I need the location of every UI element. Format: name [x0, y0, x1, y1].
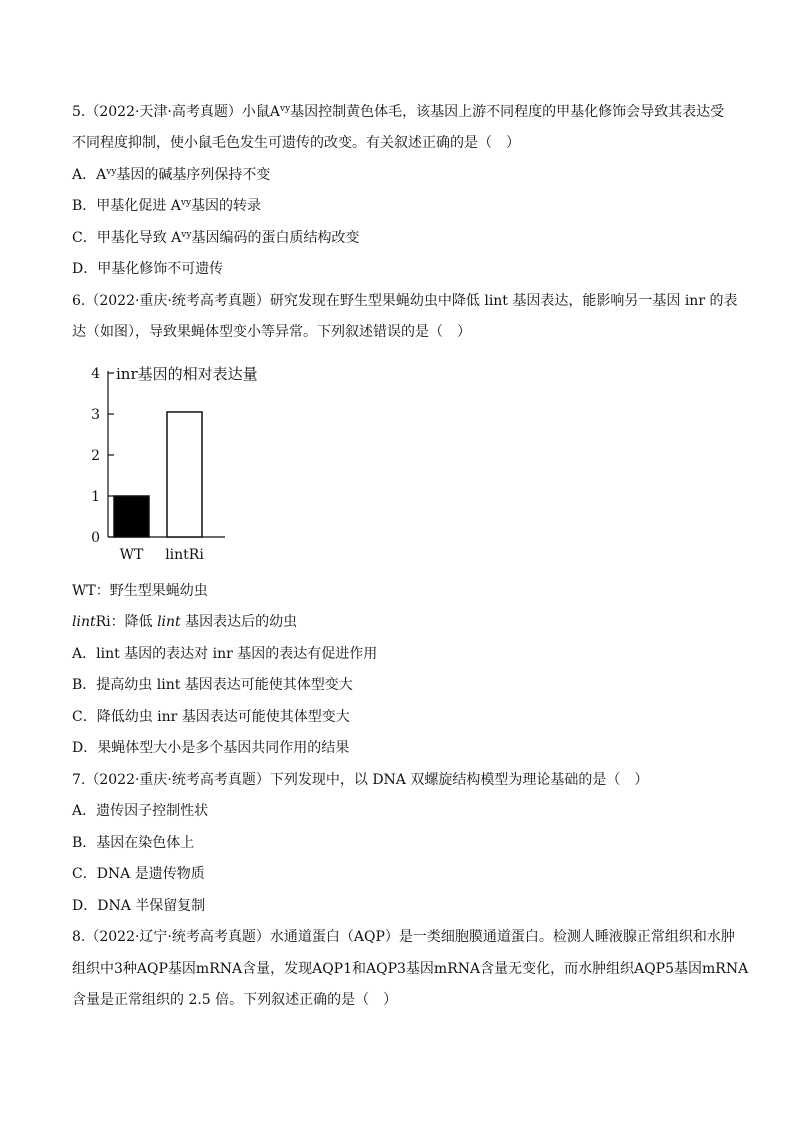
y-tick-label: 1 — [91, 489, 100, 505]
q5-stem-line2: 不同程度抑制，使小鼠毛色发生可遗传的改变。有关叙述正确的是（ ） — [72, 135, 520, 151]
q6-legend-lintri: lintRi：降低 lint 基因表达后的幼虫 — [72, 614, 298, 630]
chart-title: inr基因的相对表达量 — [116, 365, 258, 383]
x-category-label: lintRi — [165, 547, 204, 563]
y-tick-label: 2 — [91, 448, 100, 464]
q8-stem-line3: 含量是正常组织的 2.5 倍。下列叙述正确的是（ ） — [72, 992, 398, 1008]
chart-y-ticks — [91, 366, 114, 546]
q7-option-c: C．DNA 是遗传物质 — [72, 866, 205, 882]
q5-option-d: D．甲基化修饰不可遗传 — [72, 261, 224, 277]
chart-bars — [114, 412, 202, 537]
q6-option-c: C．降低幼虫 inr 基因表达可能使其体型变大 — [72, 709, 350, 725]
q5-option-c: C．甲基化导致 $A^{vy}$基因编码的蛋白质结构改变 — [72, 230, 360, 246]
q7-stem: 7.（2022·重庆·统考高考真题）下列发现中，以 DNA 双螺旋结构模型为理论基础的是（ ） — [72, 772, 649, 788]
q6-stem-line2: 达（如图），导致果蝇体型变小等异常。下列叙述错误的是（ ） — [72, 324, 471, 340]
inr-expression-chart — [80, 356, 280, 571]
q5-option-a: A．$A^{vy}$基因的碱基序列保持不变 — [72, 167, 271, 183]
y-tick-label: 4 — [91, 366, 100, 382]
q8-stem-line1: 8.（2022·辽宁·统考高考真题）水通道蛋白（AQP）是一类细胞膜通道蛋白。检测人睡液腺正常组织和水肿 — [72, 929, 735, 945]
y-tick-label: 3 — [91, 407, 100, 423]
q5-option-b: B．甲基化促进 $A^{vy}$基因的转录 — [72, 198, 262, 214]
q6-option-b: B．提高幼虫 lint 基因表达可能使其体型变大 — [72, 677, 353, 693]
q7-option-d: D．DNA 半保留复制 — [72, 898, 206, 914]
q7-option-b: B．基因在染色体上 — [72, 835, 195, 851]
bar-lintri — [167, 412, 202, 537]
x-category-label: WT — [119, 547, 144, 563]
q7-option-a: A．遗传因子控制性状 — [72, 803, 209, 819]
q5-stem-line1: 5.（2022·天津·高考真题）小鼠$A^{vy}$基因控制黄色体毛，该基因上游不同程度的甲基化修饰会导致其表达受 — [72, 104, 725, 120]
y-tick-label: 0 — [91, 530, 100, 546]
q6-option-a: A．lint 基因的表达对 inr 基因的表达有促进作用 — [72, 646, 378, 662]
q6-legend-wt: WT：野生型果蝇幼虫 — [72, 583, 208, 599]
q8-stem-line2: 组织中3种AQP基因mRNA含量，发现AQP1和AQP3基因mRNA含量无变化，而水肿组织AQP5基因mRNA — [72, 961, 749, 977]
bar-wt — [114, 496, 149, 537]
q6-option-d: D．果蝇体型大小是多个基因共同作用的结果 — [72, 740, 350, 756]
chart-x-labels — [120, 547, 205, 563]
q6-stem-line1: 6.（2022·重庆·统考高考真题）研究发现在野生型果蝇幼虫中降低 lint 基因表达，能影响另一基因 inr 的表 — [72, 293, 738, 309]
